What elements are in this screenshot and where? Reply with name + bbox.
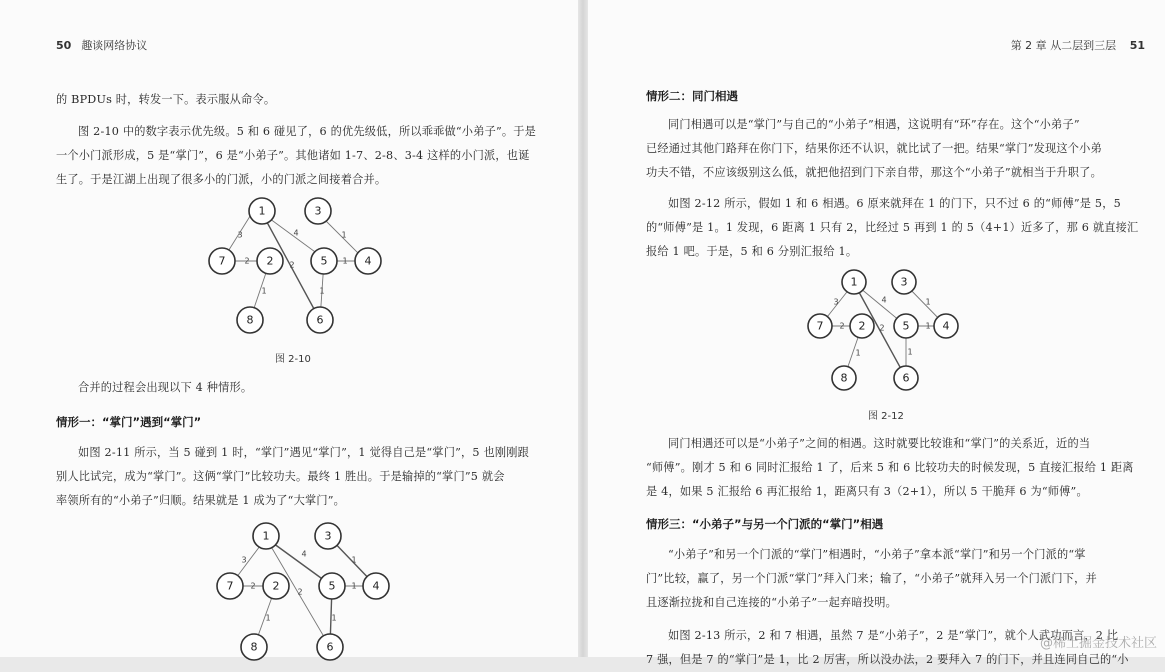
svg-text:1: 1 [258,204,266,218]
svg-text:5: 5 [320,254,328,268]
section-heading: 情形三：“小弟子”与另一个门派的“掌门”相遇 [646,517,884,531]
edge-label: 4 [301,549,307,559]
graph-node [253,523,279,549]
graph-node [209,248,235,274]
edge-label: 1 [925,321,931,331]
svg-text:8: 8 [250,640,258,654]
edge-label: 1 [342,256,348,266]
graph-node [892,270,916,294]
graph-node [241,634,267,660]
svg-text:5: 5 [902,319,910,333]
graph-node [894,366,918,390]
svg-text:2: 2 [272,579,280,593]
edge-label: 3 [833,297,839,307]
edge-label: 1 [319,286,325,296]
svg-text:3: 3 [324,529,332,543]
edge-label: 1 [265,613,271,623]
figure-2-11 [200,520,400,665]
svg-text:6: 6 [902,371,910,385]
paragraph-line: 如图 2-12 所示，假如 1 和 6 相遇。6 原来就拜在 1 的门下，只不过 6 的“师傅”是 5，5 [668,197,1121,210]
edge-label: 2 [250,581,256,591]
edge-label: 3 [241,555,247,565]
svg-text:6: 6 [316,313,324,327]
figure-caption: 图 2-10 [275,354,311,365]
svg-text:4: 4 [372,579,380,593]
paragraph: 的 BPDUs 时，转发一下。表示服从命令。 [56,93,276,106]
paragraph-line: 报给 1 吧。于是，5 和 6 分别汇报给 1。 [646,245,858,258]
graph-node [808,314,832,338]
edge-label: 1 [351,555,357,565]
paragraph-line: 如图 2-13 所示，2 和 7 相遇，虽然 7 是“小弟子”，2 是“掌门”，就个人武功而言，2 比 [668,629,1119,642]
edge-label: 2 [839,321,845,331]
graph-node [315,523,341,549]
chapter-number: 第 2 章 [1010,39,1047,52]
svg-text:2: 2 [266,254,274,268]
graph-node [263,573,289,599]
paragraph-line: 同门相遇可以是“掌门”与自己的“小弟子”相遇，这说明有“环”存在。这个“小弟子” [668,118,1080,131]
edge-label: 1 [351,581,357,591]
svg-text:7: 7 [816,319,824,333]
edge-label: 1 [855,348,861,358]
edge-label: 1 [907,347,913,357]
paragraph-line: 且逐渐拉拢和自己连接的“小弟子”一起弃暗投明。 [646,596,897,609]
graph-node [217,573,243,599]
graph-node [363,573,389,599]
svg-text:3: 3 [900,275,908,289]
paragraph-line: 同门相遇还可以是“小弟子”之间的相遇。这时就要比较谁和“掌门”的关系近，近的当 [668,437,1091,450]
graph-node [305,198,331,224]
book-gutter [578,0,588,657]
page-number: 51 [1129,39,1145,52]
edge-label: 2 [879,323,885,333]
edge-label: 3 [237,230,243,240]
edge-label: 4 [881,295,887,305]
graph-node [237,307,263,333]
left-page-header [56,37,147,53]
chapter-title: 从二层到三层 [1050,39,1117,52]
graph-node [307,307,333,333]
paragraph-line: 如图 2-11 所示，当 5 碰到 1 时，“掌门”遇见“掌门”，1 觉得自己是“掌门”，5 也刚刚跟 [78,446,530,459]
paragraph-line: 是 4，如果 5 汇报给 6 再汇报给 1，距离只有 3（2+1），所以 5 干脆拜 6 为“师傅”。 [646,485,1088,498]
graph-node [934,314,958,338]
graph-node [311,248,337,274]
svg-text:2: 2 [858,319,866,333]
graph-node [355,248,381,274]
right-page [588,0,1165,666]
paragraph-line: 门”比较，赢了，另一个门派“掌门”拜入门来；输了，“小弟子”就拜入另一个门派门下，并 [646,572,1097,585]
graph-node [257,248,283,274]
graph-node [249,198,275,224]
figure-2-12 [806,268,976,393]
paragraph-line: “小弟子”和另一个门派的“掌门”相遇时，“小弟子”拿本派“掌门”和另一个门派的“掌 [668,548,1086,561]
graph-node [894,314,918,338]
edge-label: 2 [244,256,250,266]
paragraph-line: 的“师傅”是 1。1 发现，6 距离 1 只有 2，比经过 5 再到 1 的 5（4+1）近多了，那 6 就直接汇 [646,221,1139,234]
graph-node [317,634,343,660]
svg-text:3: 3 [314,204,322,218]
left-page [0,0,578,657]
edge-label: 1 [925,297,931,307]
paragraph-line: 率领所有的“小弟子”归顺。结果就是 1 成为了“大掌门”。 [56,494,346,507]
svg-text:6: 6 [326,640,334,654]
paragraph-line: 图 2-10 中的数字表示优先级。5 和 6 碰见了，6 的优先级低，所以乖乖做“小弟子”。于是 [78,125,537,138]
paragraph-line: 已经通过其他门路拜在你门下，结果你还不认识，就比试了一把。结果“掌门”发现这个小弟 [646,142,1102,155]
graph-node [319,573,345,599]
svg-text:4: 4 [942,319,950,333]
paragraph-line: 7 强，但是 7 的“掌门”是 1，比 2 厉害，所以没办法，2 要拜入 7 的门下，并且连同自己的“小 [646,653,1129,666]
paragraph-line: 功夫不错，不应该级别这么低，就把他招到门下亲自带，那这个“小弟子”就相当于升职了。 [646,166,1102,179]
svg-text:7: 7 [226,579,234,593]
paragraph: 合并的过程会出现以下 4 种情形。 [78,381,253,394]
watermark: @稀土掘金技术社区 [1039,636,1157,651]
edge-label: 2 [297,587,303,597]
paragraph-line: “师傅”。刚才 5 和 6 同时汇报给 1 了，后来 5 和 6 比较功夫的时候发现，5 直接汇报给 1 距离 [646,461,1134,474]
svg-text:4: 4 [364,254,372,268]
figure-2-10 [200,195,400,340]
svg-text:5: 5 [328,579,336,593]
figure-caption: 图 2-12 [868,411,904,422]
svg-text:7: 7 [218,254,226,268]
svg-text:1: 1 [262,529,270,543]
graph-node [850,314,874,338]
svg-text:8: 8 [840,371,848,385]
section-heading: 情形一：“掌门”遇到“掌门” [56,415,202,429]
svg-text:8: 8 [246,313,254,327]
edge-label: 1 [331,613,337,623]
paragraph-line: 别人比试完，成为“掌门”。这俩“掌门”比较功夫。最终 1 胜出。于是输掉的“掌门”5 就会 [56,470,505,483]
graph-node [832,366,856,390]
edge-label: 1 [341,230,347,240]
page-number: 50 [56,39,72,52]
right-page-header [1011,37,1145,53]
edge-label: 4 [293,228,299,238]
svg-text:1: 1 [850,275,858,289]
book-title: 趣谈网络协议 [81,39,148,52]
edge-label: 2 [289,260,295,270]
section-heading: 情形二：同门相遇 [646,89,738,103]
paragraph-line: 生了。于是江湖上出现了很多小的门派，小的门派之间接着合并。 [56,173,387,186]
graph-node [842,270,866,294]
edge-label: 1 [261,286,267,296]
paragraph-line: 一个小门派形成，5 是“掌门”，6 是“小弟子”。其他诸如 1-7、2-8、3-4 这样的小门派，也诞 [56,149,530,162]
